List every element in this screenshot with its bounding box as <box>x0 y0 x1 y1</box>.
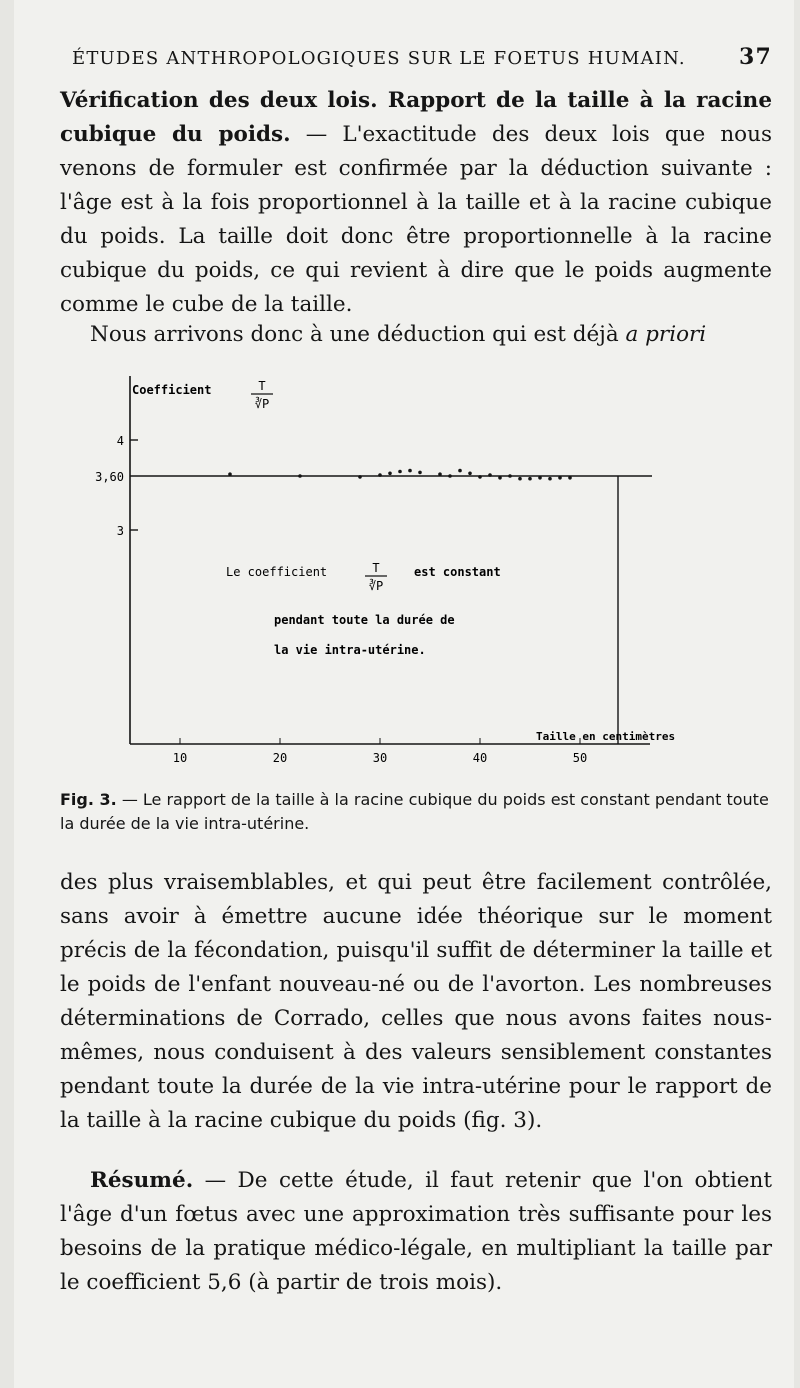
data-point <box>358 475 362 479</box>
data-point <box>508 474 512 478</box>
data-point <box>478 475 482 479</box>
caption-text: — Le rapport de la taille à la racine cubique du poids est constant pendant toute la durée de la vie intra-utérine. <box>60 790 769 833</box>
figure-text-line2: pendant toute la durée de <box>274 613 455 627</box>
book-page <box>14 0 794 1388</box>
paragraph-deduction <box>60 318 772 352</box>
y-ticks-group <box>95 434 138 538</box>
paragraph-verification-body: — L'exactitude des deux lois que nous venons de formuler est confirmée par la déduction suivante : l'âge est à la fois proportionnel à la taille et à la racine cubique du poids. La taille doit donc être proportionnelle à la racine cubique du poids, ce qui revient à dire que le poids augmente comme le cube de la taille. <box>60 122 772 317</box>
figure-caption <box>60 788 772 836</box>
data-point <box>518 477 522 481</box>
x-tick-label: 10 <box>172 751 188 765</box>
data-point <box>458 469 462 473</box>
y-label-fraction-denominator: ∛P <box>254 397 270 411</box>
x-tick-label: 40 <box>472 751 488 765</box>
x-tick-label: 20 <box>272 751 288 765</box>
data-point <box>418 471 422 475</box>
y-label-fraction-numerator: T <box>258 379 266 393</box>
data-point <box>388 472 392 476</box>
data-point <box>438 472 442 476</box>
paragraph-corrado: des plus vraisemblables, et qui peut être facilement contrôlée, sans avoir à émettre aucune idée théorique sur le moment précis de la fécondation, puisqu'il suffit de déterminer la taille et le poids de l'enfant nouveau-né ou de l'avorton. Les nombreuses déterminations de Corrado, celles que nous avons faites nous-mêmes, nous conduisent à des valeurs sensiblement constantes pendant toute la durée de la vie intra-utérine pour le rapport de la taille à la racine cubique du poids (fig. 3). <box>60 870 772 1133</box>
italic-a-priori: a priori <box>625 322 707 347</box>
x-tick-label: 30 <box>372 751 388 765</box>
y-tick-label: 3,60 <box>95 470 124 484</box>
figure-3-chart <box>60 366 780 776</box>
x-tick-label: 50 <box>572 751 588 765</box>
data-point <box>378 473 382 477</box>
paragraph-verification <box>60 84 772 322</box>
data-point <box>298 474 302 478</box>
page-number: 37 <box>738 44 772 70</box>
figure-fraction-denominator: ∛P <box>368 579 384 593</box>
data-point <box>498 476 502 480</box>
data-point <box>568 476 572 480</box>
running-title: ÉTUDES ANTHROPOLOGIQUES SUR LE FOETUS HUMAIN. <box>72 48 686 69</box>
figure-text-line1-a: Le coefficient <box>226 565 328 579</box>
data-point <box>228 472 232 476</box>
data-point <box>488 473 492 477</box>
caption-label: Fig. 3. <box>60 790 117 809</box>
figure-text-line1-b: est constant <box>414 565 501 579</box>
x-axis-label: Taille en centimètres <box>536 730 676 743</box>
section-heading-verification: Vérification des deux lois. Rapport de la taille à la racine cubique du poids. <box>60 88 772 147</box>
paragraph-resume-body: — De cette étude, il faut retenir que l'on obtient l'âge d'un fœtus avec une approximation très suffisante pour les besoins de la pratique médico-légale, en multipliant la taille par le coefficient 5,6 (à partir de trois mois). <box>60 1168 772 1295</box>
figure-fraction-numerator: T <box>372 561 380 575</box>
chart-svg <box>60 366 780 776</box>
data-point <box>528 477 532 481</box>
data-point <box>468 472 472 476</box>
paragraph-deduction-text: Nous arrivons donc à une déduction qui est déjà <box>90 322 626 347</box>
y-tick-label: 3 <box>116 524 124 538</box>
data-point <box>538 476 542 480</box>
data-point <box>398 470 402 474</box>
data-point <box>548 477 552 481</box>
running-header <box>72 44 772 74</box>
data-point <box>408 469 412 473</box>
data-point <box>558 476 562 480</box>
y-axis-label: Coefficient <box>132 383 212 397</box>
section-heading-resume: Résumé. <box>90 1168 194 1193</box>
data-point <box>448 474 452 478</box>
x-ticks-group <box>173 738 587 765</box>
paragraph-resume <box>60 1164 772 1300</box>
y-tick-label: 4 <box>116 434 124 448</box>
figure-text-line3: la vie intra-utérine. <box>274 643 426 657</box>
data-points-group <box>228 469 572 481</box>
